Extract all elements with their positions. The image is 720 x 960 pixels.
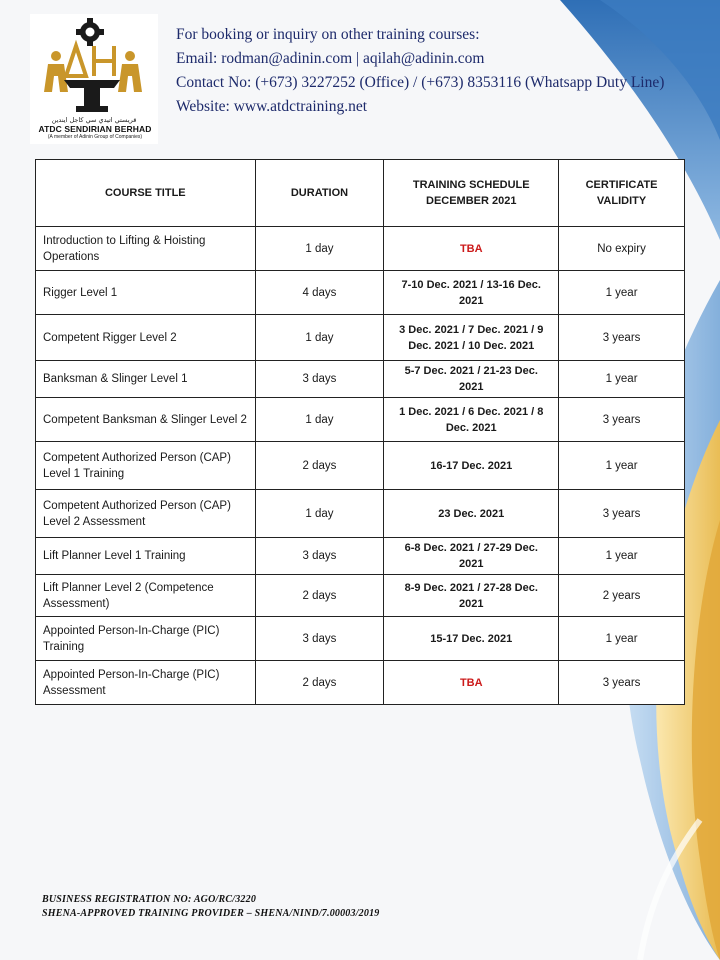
contact-block <box>176 23 664 119</box>
header-certificate-line2: VALIDITY <box>596 195 647 207</box>
footer-shena-approval: SHENA-APPROVED TRAINING PROVIDER – SHENA/NIND/7.00003/2019 <box>42 908 380 919</box>
duration-cell: 2 days <box>255 442 384 490</box>
certificate-validity-cell: 3 years <box>559 315 685 361</box>
table-row <box>36 617 685 661</box>
table-row <box>36 442 685 490</box>
contact-inquiry-line: For booking or inquiry on other training courses: <box>176 26 480 43</box>
contact-phone-line: Contact No: (+673) 3227252 (Office) / (+673) 8353116 (Whatsapp Duty Line) <box>176 74 665 91</box>
schedule-cell: 5-7 Dec. 2021 / 21-23 Dec. 2021 <box>384 361 559 398</box>
course-title-cell: Competent Authorized Person (CAP) Level 2 Assessment <box>36 490 256 538</box>
schedule-cell: 15-17 Dec. 2021 <box>384 617 559 661</box>
certificate-validity-cell: 2 years <box>559 575 685 617</box>
table-body <box>36 227 685 705</box>
course-title-cell: Appointed Person-In-Charge (PIC) Training <box>36 617 256 661</box>
schedule-cell: TBA <box>384 661 559 705</box>
logo-member-line: (A member of Adinin Group of Companies) <box>47 134 143 140</box>
schedule-cell: 1 Dec. 2021 / 6 Dec. 2021 / 8 Dec. 2021 <box>384 398 559 442</box>
certificate-validity-cell: 3 years <box>559 661 685 705</box>
table-row <box>36 661 685 705</box>
duration-cell: 1 day <box>255 398 384 442</box>
schedule-cell: 16-17 Dec. 2021 <box>384 442 559 490</box>
course-title-cell: Lift Planner Level 1 Training <box>36 538 256 575</box>
duration-cell: 3 days <box>255 617 384 661</box>
certificate-validity-cell: 3 years <box>559 490 685 538</box>
table-row <box>36 361 685 398</box>
course-title-cell: Competent Rigger Level 2 <box>36 315 256 361</box>
course-title-cell: Introduction to Lifting & Hoisting Operations <box>36 227 256 271</box>
header-certificate-validity <box>559 160 685 227</box>
duration-cell: 1 day <box>255 490 384 538</box>
header-schedule-line1: TRAINING SCHEDULE <box>412 179 530 191</box>
logo-company-name: ATDC SENDIRIAN BERHAD <box>38 124 152 134</box>
schedule-cell: 3 Dec. 2021 / 7 Dec. 2021 / 9 Dec. 2021 / 10 Dec. 2021 <box>384 315 559 361</box>
schedule-cell: 8-9 Dec. 2021 / 27-28 Dec. 2021 <box>384 575 559 617</box>
schedule-cell: 6-8 Dec. 2021 / 27-29 Dec. 2021 <box>384 538 559 575</box>
certificate-validity-cell: 1 year <box>559 617 685 661</box>
duration-cell: 1 day <box>255 315 384 361</box>
certificate-validity-cell: 1 year <box>559 361 685 398</box>
table-row <box>36 575 685 617</box>
duration-cell: 3 days <box>255 361 384 398</box>
table-row <box>36 271 685 315</box>
header-certificate-line1: CERTIFICATE <box>585 179 658 191</box>
certificate-validity-cell: No expiry <box>559 227 685 271</box>
course-title-cell: Banksman & Slinger Level 1 <box>36 361 256 398</box>
training-schedule-table <box>35 159 685 705</box>
course-title-cell: Lift Planner Level 2 (Competence Assessment) <box>36 575 256 617</box>
table-row <box>36 315 685 361</box>
schedule-cell: 7-10 Dec. 2021 / 13-16 Dec. 2021 <box>384 271 559 315</box>
course-title-cell: Competent Authorized Person (CAP) Level 1 Training <box>36 442 256 490</box>
header-schedule-line2: DECEMBER 2021 <box>426 195 517 207</box>
table-row <box>36 227 685 271</box>
logo-jawi-text: قريستي اتيدي سي كاجل ايندين <box>51 116 137 124</box>
footer-registration: BUSINESS REGISTRATION NO: AGO/RC/3220 <box>42 894 257 905</box>
course-title-cell: Rigger Level 1 <box>36 271 256 315</box>
certificate-validity-cell: 1 year <box>559 538 685 575</box>
certificate-validity-cell: 1 year <box>559 442 685 490</box>
header-duration: DURATION <box>255 160 384 227</box>
header-course-title: COURSE TITLE <box>36 160 256 227</box>
duration-cell: 2 days <box>255 661 384 705</box>
header-training-schedule <box>384 160 559 227</box>
schedule-cell: 23 Dec. 2021 <box>384 490 559 538</box>
contact-email-line[interactable]: Email: rodman@adinin.com | aqilah@adinin.com <box>176 50 485 67</box>
duration-cell: 4 days <box>255 271 384 315</box>
course-title-cell: Competent Banksman & Slinger Level 2 <box>36 398 256 442</box>
certificate-validity-cell: 1 year <box>559 271 685 315</box>
table-header-row <box>36 160 685 227</box>
contact-website-line[interactable]: Website: www.atdctraining.net <box>176 98 368 115</box>
duration-cell: 2 days <box>255 575 384 617</box>
table-row <box>36 398 685 442</box>
duration-cell: 1 day <box>255 227 384 271</box>
course-title-cell: Appointed Person-In-Charge (PIC) Assessment <box>36 661 256 705</box>
certificate-validity-cell: 3 years <box>559 398 685 442</box>
footer <box>42 893 379 921</box>
table-row <box>36 490 685 538</box>
schedule-cell: TBA <box>384 227 559 271</box>
duration-cell: 3 days <box>255 538 384 575</box>
table-row <box>36 538 685 575</box>
